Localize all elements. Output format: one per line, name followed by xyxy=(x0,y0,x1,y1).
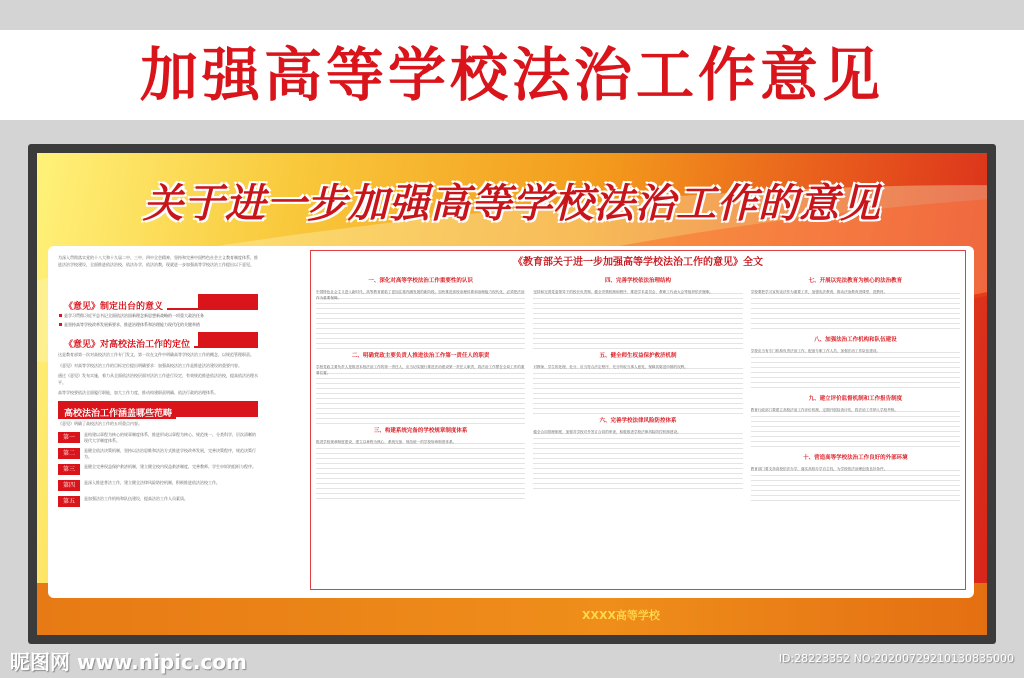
item-description: 是健全依法决策机制，坚持以法治思维和法治方式推进学校改革发展，完善决策程序，规范决策行为。 xyxy=(84,448,256,459)
item-number-badge: 第一 xyxy=(58,432,80,443)
bullet-item: 是学习贯彻习近平总书记全面依法治国新理念新思想新战略的一项重大政治任务 xyxy=(58,313,258,319)
article-body xyxy=(751,289,960,333)
article-text: 对教师、学生的处理、处分，应当符合法定程序，充分听取当事人意见，保障其陈述申辩的权利。 xyxy=(533,365,688,369)
article-text: 学校应当有专门机构负责法治工作，配备专职工作人员，加强法治工作队伍建设。 xyxy=(750,349,881,353)
article-heading: 十、营造高等学校法治工作良好的外部环境 xyxy=(803,455,908,461)
top-banner xyxy=(0,30,1024,120)
board-title: 关于进一步加强高等学校法治工作的意见 xyxy=(143,181,881,227)
article-body xyxy=(533,364,742,414)
item-description: 是构建以章程为核心的规章制度体系，推进形成以章程为核心、规范统一、分类科学、层次清晰的现代大学制度体系。 xyxy=(84,432,256,443)
article-text: 中国特色社会主义进入新时代，高等教育面临了更加注重内涵发展的新阶段。加快推进高校治理体系和治理能力现代化，必须把法治作为重要保障。 xyxy=(316,290,525,301)
section-title xyxy=(58,401,258,417)
item-description: 是健全完善权益保护救济机制，建立健全校内权益救济制度，完善教师、学生申诉的组织与程序。 xyxy=(84,464,256,469)
article-text: 教育部门要支持高校依法办学，落实高校办学自主权，为学校依法治理创造良好条件。 xyxy=(750,467,888,471)
text-column xyxy=(316,274,525,502)
item-description: 是深入推进普法工作，建立健全法律风险防控机制，积极推进依法治校工作。 xyxy=(84,480,220,485)
article-body xyxy=(316,439,525,499)
full-text-title: 《教育部关于进一步加强高等学校法治工作的意见》全文 xyxy=(513,257,763,268)
content-panel xyxy=(48,246,974,598)
article-heading: 五、健全师生权益保护救济机制 xyxy=(599,353,677,359)
item-number-badge: 第三 xyxy=(58,464,80,475)
bullet-item: 是坚持高等学校改革发展新要求、推进治理体系和治理能力现代化的关键举措 xyxy=(58,322,258,328)
article-body xyxy=(751,407,960,451)
full-text-columns xyxy=(316,274,960,502)
article-body xyxy=(533,289,742,349)
paragraph: 《意见》对高等学校法治工作的目标定位提出明确要求：加强高校法治工作是推进法治建设的重要内容。 xyxy=(58,362,242,368)
article-body xyxy=(316,289,525,349)
intro-text: 为深入贯彻落实党的十八大和十九届二中、三中、四中全会精神，坚持和完善中国特色社会主义教育制度体系，推进法治学校建设，全面推进依法治校、依法办学，依法治教，现就进一步加强高等学校法治工作提出以下意见。 xyxy=(58,255,258,267)
article-heading: 九、建立评价监督机制和工作报告制度 xyxy=(808,396,903,402)
article-body xyxy=(751,466,960,502)
banner-title: 加强高等学校法治工作意见 xyxy=(139,41,884,109)
section-title-text: 《意见》制定出台的意义 xyxy=(58,302,167,312)
item-number-badge: 第二 xyxy=(58,448,80,459)
numbered-item xyxy=(58,448,258,459)
numbered-item xyxy=(58,480,258,491)
article-body xyxy=(751,348,960,392)
paragraph: 这是教育部第一次对高校法治工作专门发文，第一次在文件中明确高等学校法治工作的概念，以规范管理职责。 xyxy=(58,352,254,357)
numbered-item xyxy=(58,464,258,475)
article-heading: 八、加强法治工作机构和队伍建设 xyxy=(814,337,897,343)
article-text: 坚持和完善党委领导下的校长负责制，健全决策机制和程序，推进学术委员会、教职工代表大会等组织依法履职。 xyxy=(533,290,714,294)
paragraph: 通过《意见》发布实施，着力从全面依法治校层面对法治工作进行设定，有效规范推进依法治校，提高依法治理水平。 xyxy=(58,373,258,385)
article-text: 学校党政主要负责人是推进本校法治工作的第一责任人，应当切实履行推进法治建设第一责任人职责，将法治工作摆在全局工作的重要位置。 xyxy=(316,365,525,376)
left-column xyxy=(58,254,258,507)
article-heading: 二、明确党政主要负责人推进法治工作第一责任人的职责 xyxy=(351,353,490,359)
paragraph: 高等学校要依法全面履行职能，加大工作力度，推动构建职责明确、依法行政的治理体系。 xyxy=(58,390,218,395)
article-heading: 一、深化对高等学校法治工作重要性的认识 xyxy=(368,278,473,284)
section-title xyxy=(58,294,258,310)
item-description: 是加强法治工作机构和队伍建设，提高法治工作人员素质。 xyxy=(84,496,188,501)
article-heading: 六、完善学校法律风险防控体系 xyxy=(599,418,677,424)
section-title-text: 高校法治工作涵盖哪些范畴 xyxy=(58,409,176,419)
text-column xyxy=(751,274,960,502)
text-column xyxy=(533,274,742,502)
full-text-area xyxy=(310,250,966,590)
paragraph: 《意见》明确了高校法治工作的五项重点内容。 xyxy=(58,420,142,426)
article-body xyxy=(533,429,742,489)
article-text: 推进学校规章制度建设，建立以章程为核心、系统完备、规范统一的学校规章制度体系。 xyxy=(316,440,457,444)
numbered-item xyxy=(58,496,258,507)
article-text: 学校要把学习宣传宪法作为重要工作，加强宪法教育，推动法治教育进课堂、进教材。 xyxy=(750,290,888,294)
item-number-badge: 第四 xyxy=(58,480,80,491)
article-heading: 三、构建系统完备的学校规章制度体系 xyxy=(373,428,468,434)
article-heading: 四、完善学校依法治理结构 xyxy=(604,278,671,284)
article-heading: 七、开展以宪法教育为核心的法治教育 xyxy=(808,278,903,284)
watermark-id: ID:28223352 NO:20200729210130835000 xyxy=(778,652,1014,665)
section-title xyxy=(58,332,258,348)
school-name: XXXX高等学校 xyxy=(582,609,660,622)
article-text: 教育行政部门要建立高校法治工作评价机制，定期开展检查评估，将法治工作纳入学校考核。 xyxy=(750,408,898,412)
section-title-text: 《意见》对高校法治工作的定位 xyxy=(58,340,194,350)
numbered-item xyxy=(58,432,258,443)
item-number-badge: 第五 xyxy=(58,496,80,507)
article-text: 健全合同管理制度，加强对学校对外签订合同的审查，积极推进学校法律风险防控机制建设。 xyxy=(533,430,681,434)
watermark-logo: 昵图网 www.nipic.com xyxy=(10,650,247,674)
article-body xyxy=(316,364,525,424)
